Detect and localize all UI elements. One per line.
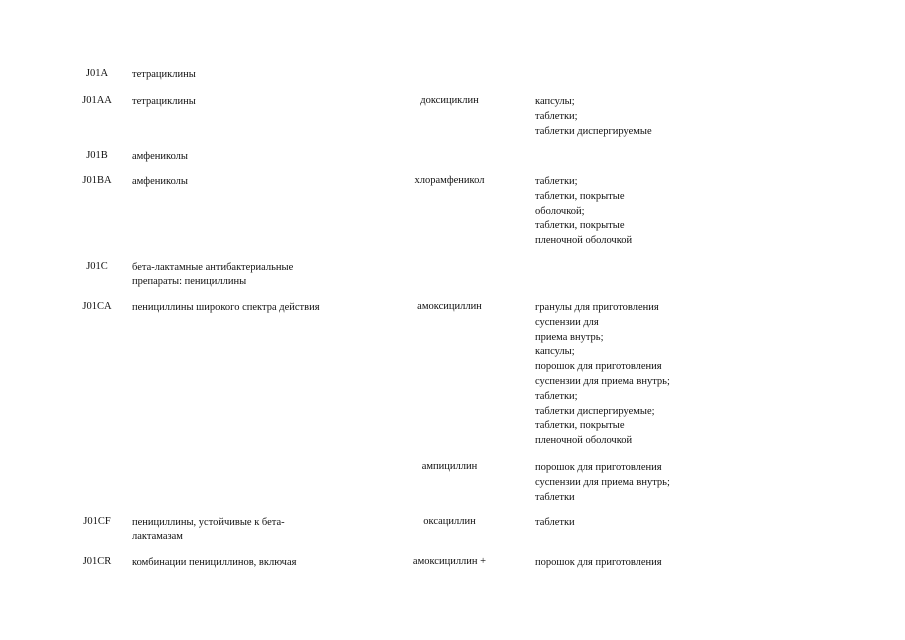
atc-code: J01B <box>86 150 108 161</box>
group-name: пенициллины, устойчивые к бета- лактамазам <box>132 517 285 542</box>
atc-code: J01CF <box>83 516 111 527</box>
atc-code: J01CA <box>82 301 112 312</box>
atc-code: J01C <box>86 261 108 272</box>
group-name: тетрациклины <box>132 96 196 107</box>
dosage-forms: капсулы; таблетки; таблетки диспергируемые <box>535 96 652 137</box>
group-name: амфениколы <box>132 176 188 187</box>
group-name: амфениколы <box>132 151 188 162</box>
drug-name: оксациллин <box>423 516 476 527</box>
dosage-forms: порошок для приготовления суспензии для приема внутрь; таблетки <box>535 462 670 503</box>
dosage-forms: порошок для приготовления <box>535 557 662 568</box>
dosage-forms: гранулы для приготовления суспензии для приема внутрь; капсулы; порошок для приготовления суспензии для приема внутрь; таблетки; таблетки диспергируемые; таблетки, покрытые пленочной оболочкой <box>535 302 670 447</box>
drug-name: хлорамфеникол <box>414 175 485 186</box>
atc-code: J01CR <box>82 556 112 567</box>
drug-name: амоксициллин + <box>412 556 487 567</box>
group-name: комбинации пенициллинов, включая <box>132 557 297 568</box>
drug-name: амоксициллин <box>417 301 482 312</box>
atc-code: J01BA <box>82 175 112 186</box>
dosage-forms: таблетки; таблетки, покрытые оболочкой; таблетки, покрытые пленочной оболочкой <box>535 176 633 247</box>
group-name: бета-лактамные антибактериальные препараты: пенициллины <box>132 262 294 287</box>
drug-name: ампициллин <box>421 461 478 472</box>
group-name: тетрациклины <box>132 69 196 80</box>
drug-name: доксициклин <box>420 95 479 106</box>
atc-code: J01AA <box>82 95 112 106</box>
dosage-forms: таблетки <box>535 517 575 528</box>
group-name: пенициллины широкого спектра действия <box>132 302 320 313</box>
atc-code: J01A <box>85 68 109 79</box>
